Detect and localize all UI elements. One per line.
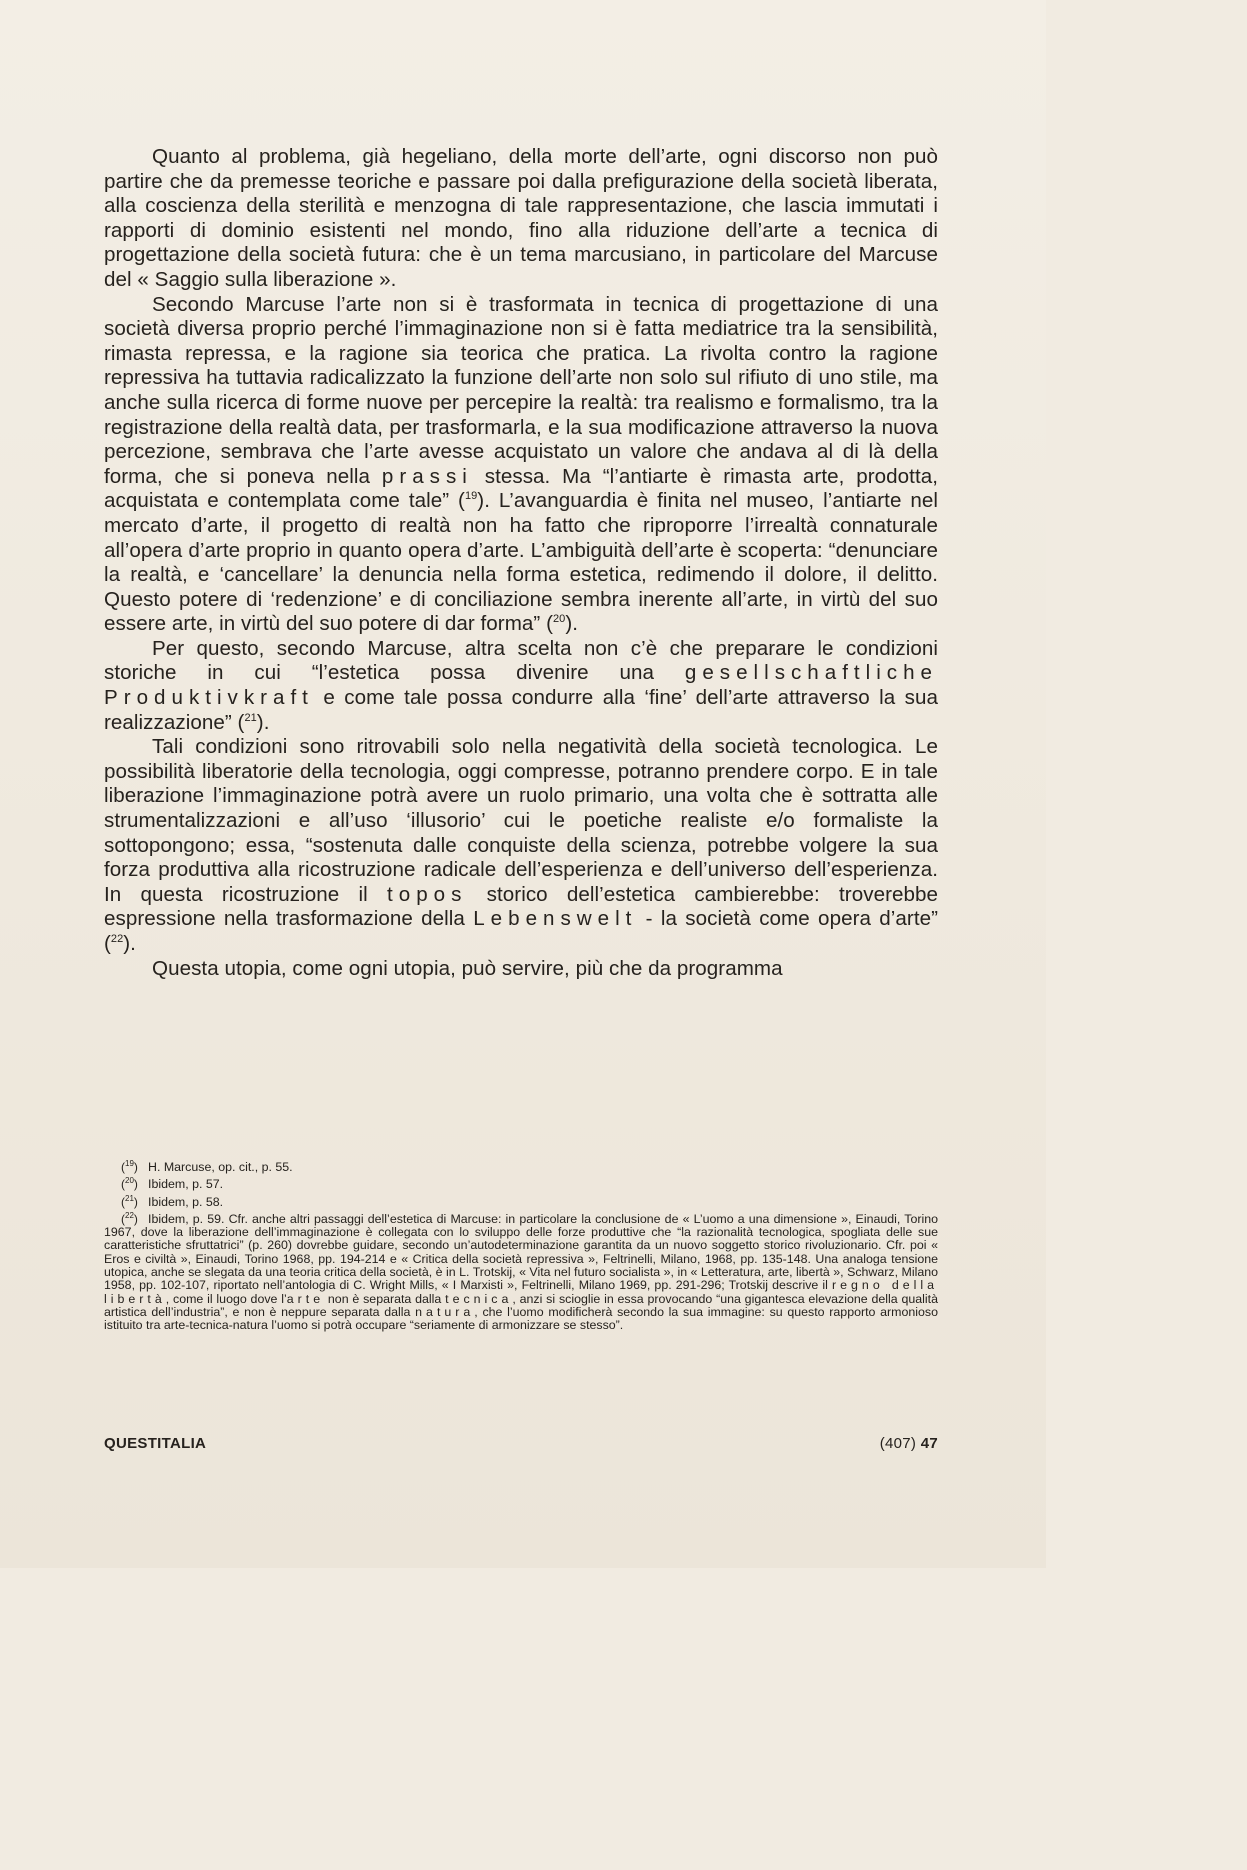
footnote-ref: 20 [553,613,566,626]
text-segment: Questa utopia, come ogni utopia, può servire, più che da programma [152,956,783,980]
footnote-19 [104,1157,938,1174]
text-segment: storico dell’estetica cambierebbe: troverebbe espressione nella trasformazione della [104,882,938,931]
journal-name: QUESTITALIA [104,1435,207,1452]
footnote-text: , che l’uomo modificherà secondo la sua immagine: su questo rapporto armonioso istituito tra arte-tecnica-natura l’uomo si potrà occupare “seriamente di armonizzare se stesso”. [104,1304,939,1333]
text-segment: ). [256,710,270,734]
footnote-text: Ibidem, p. 57. [148,1177,224,1192]
footnote-number-value: 20 [125,1176,134,1186]
text-segment: ). [123,932,136,955]
issue-page: (407) [879,1435,917,1452]
footnote-number-value: 21 [125,1193,134,1203]
text-segment: ). [565,612,579,636]
spaced-term: regno della libertà [104,1278,938,1306]
page-footer [104,1435,938,1452]
footnote-text: Ibidem, p. 59. Cfr. anche altri passaggi dell’estetica di Marcuse: in particolare la conclusione de « L’uomo a una dimensione », Einaudi, Torino 1967, dove la liberazione dell’immaginazione è collegata con lo sviluppo delle forze produttive che “la razionalità tecnologica, spogliata delle sue caratteristiche sfruttatrici” (p. 260) dovrebbe guidare, secondo un’autodeterminazione garantita da un nuovo soggetto storico rivoluzionario. Cfr. poi « Eros e civiltà », Einaudi, Torino 1968, pp. 194-214 e « Critica della società repressiva », Feltrinelli, Milano, 1968, pp. 135-148. Una analoga tensione utopica, anche se slegata da una teoria critica della società, è in L. Trotskij, « Vita nel futuro socialista », in « Letteratura, arte, libertà », Schwarz, Milano 1958, pp. 102-107, riportato nell’antologia di C. Wright Mills, « I Marxisti », Feltrinelli, Milano 1969, pp. 291-296; Trotskij descrive il [104,1211,938,1293]
footnote-number-value: 19 [125,1159,134,1168]
spaced-term: prassi [381,464,473,488]
footnote-text: H. Marcuse, op. cit., p. 55. [148,1160,293,1174]
paragraph-1 [104,145,938,293]
spaced-term: Lebenswelt [473,907,638,931]
spaced-term: natura [415,1304,475,1319]
footnote-number-value: 22 [125,1210,134,1220]
footnote-ref: 22 [110,933,124,946]
paragraph-4 [104,735,938,956]
text-segment: e come tale possa condurre alla ‘fine’ dell’arte attraverso la sua realizzazione” ( [104,686,938,734]
footnote-ref: 21 [244,711,257,724]
spaced-term: gesellschaftliche Produktivkraft [104,661,938,710]
paragraph-5 [104,957,938,982]
footnote-text: non è separata dalla [324,1291,446,1306]
footnote-text: Ibidem, p. 58. [148,1194,224,1209]
text-segment: Tali condizioni sono ritrovabili solo nella negatività della società tecnologica. Le possibilità liberatorie della tecnologia, oggi compresse, potranno prendere corpo. E in tale liberazione l’immaginazione potrà avere un ruolo primario, una volta che è sottratta alle strumentalizzazioni e all’uso ‘illusorio’ cui le poetiche realiste e/o formaliste la sottopongono; essa, “sostenuta dalle conquiste della scienza, potrebbe volgere la sua forza produttiva alla ricostruzione radicale dell’esperienza e dell’universo dell’esperienza. In questa ricostruzione il [104,735,938,906]
footnote-number: ($^{22}$) [121,1210,138,1226]
footnote-21 [104,1192,938,1209]
footnote-number: ($^{19}$) [121,1159,138,1174]
spaced-term: tecnica [445,1291,513,1306]
footnote-number: ($^{21}$) [121,1193,138,1209]
paragraph-3 [104,637,938,735]
text-segment: Quanto al problema, già hegeliano, della morte dell’arte, ogni discorso non può partire che da premesse teoriche e passare poi dalla prefigurazione della società liberata, alla coscienza della sterilità e menzogna di tale rappresentazione, che lascia immutati i rapporti di dominio esistenti nel mondo, fino alla riduzione dell’arte a tecnica di progettazione della società futura: che è un tema marcusiano, in particolare del Marcuse del « Saggio sulla liberazione ». [104,145,938,291]
text-segment: ). L’avanguardia è finita nel museo, l’antiarte nel mercato d’arte, il progetto di realtà non ha fatto che riproporre l’irrealtà connaturale all’opera d’arte proprio in quanto opera d’arte. L’ambiguità dell’arte è scoperta: “denunciare la realtà, e ‘cancellare’ la denuncia nella forma estetica, redimendo il dolore, il delitto. Questo potere di ‘redenzione’ e di conciliazione sembra inerente all’arte, in virtù del suo essere arte, in virtù del suo potere di dar forma” ( [104,489,938,636]
footnote-ref: 19 [464,490,478,503]
text-segment: Per questo, secondo Marcuse, altra scelta non c’è che preparare le condizioni storiche in cui “l’estetica possa divenire una [104,636,938,685]
page-numbering [880,1435,938,1452]
footnote-number: ($^{20}$) [121,1176,138,1192]
footnote-22 [104,1209,938,1333]
page-number: 47 [920,1435,938,1452]
footnotes [104,1157,938,1333]
footnote-20 [104,1174,938,1191]
spaced-term: arte [286,1291,325,1306]
body-text [104,145,938,981]
spaced-term: topos [387,882,468,906]
footnote-text: , anzi si scioglie in essa provocando “una gigantesca elevazione della qualità artistica dell’industria”, e non è neppure separata dalla [104,1291,938,1319]
text-segment: - la società come opera d’arte” ( [104,907,938,955]
text-segment: Secondo Marcuse l’arte non si è trasformata in tecnica di progettazione di una società diversa proprio perché l’immaginazione non si è fatta mediatrice tra la sensibilità, rimasta repressa, e la ragione sia teorica che pratica. La rivolta contro la ragione repressiva ha tuttavia radicalizzato la funzione dell’arte non solo sul rifiuto di uno stile, ma anche sulla ricerca di forme nuove per percepire la realtà: tra realismo e formalismo, tra la registrazione della realtà data, per trasformarla, e la sua modificazione attraverso la nuova percezione, sembrava che l’arte avesse acquistato un valore che andava al di là della forma, che si poneva nella [104,292,938,488]
footnote-text: , come il luogo dove l’ [165,1291,287,1306]
text-segment: stessa. Ma “l’antiarte è rimasta arte, prodotta, acquistata e contemplata come tale” ( [104,464,938,513]
paragraph-2 [104,293,938,637]
